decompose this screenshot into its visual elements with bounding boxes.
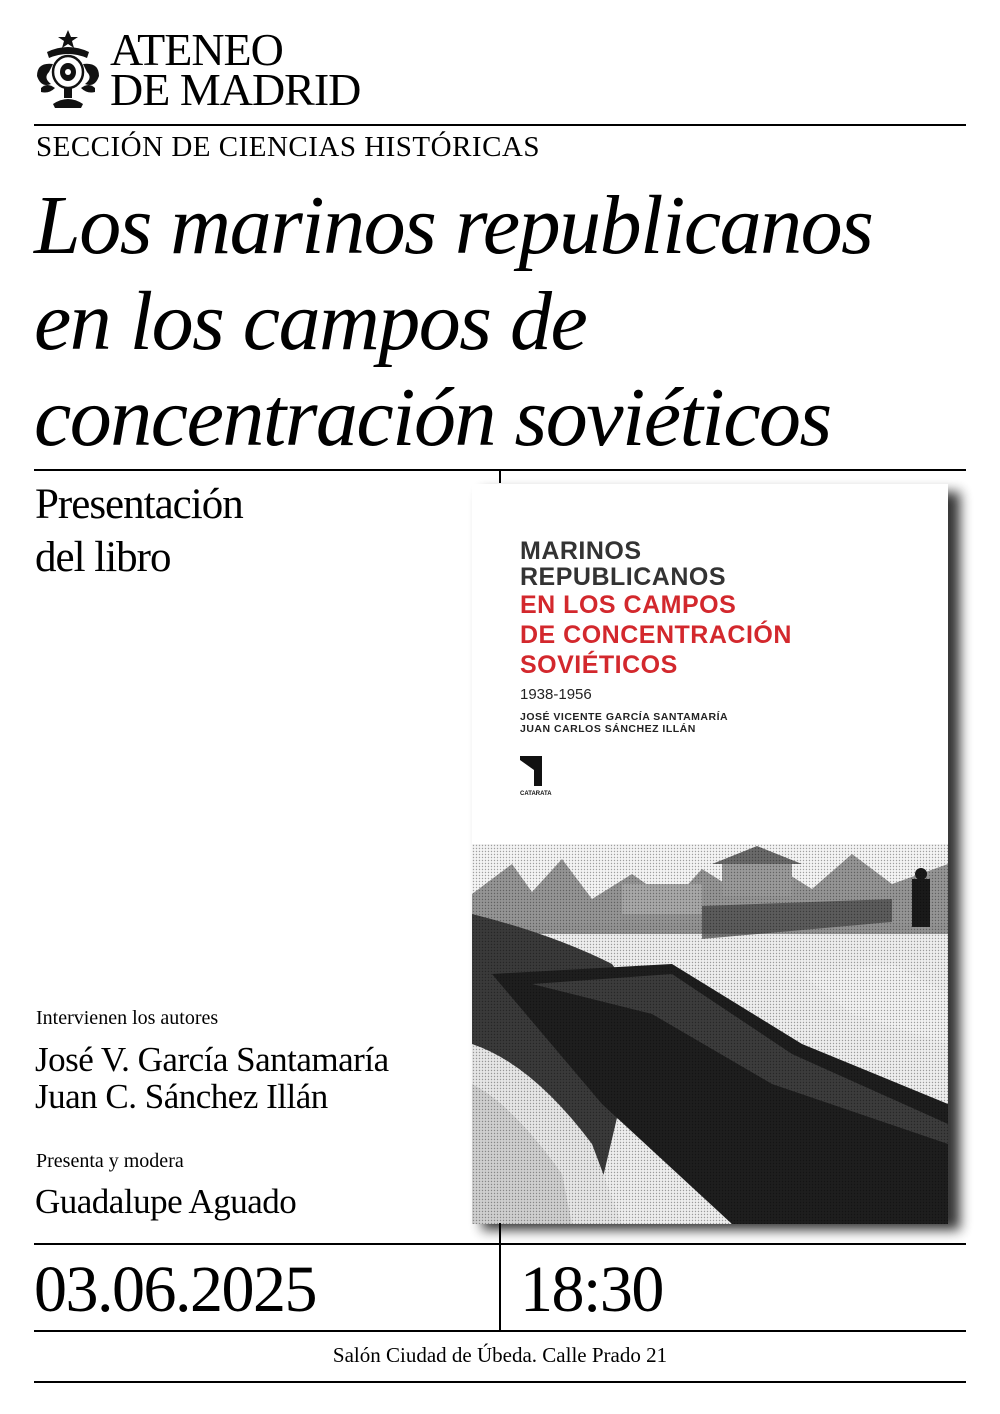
org-name-line1: ATENEO [110, 24, 283, 75]
event-venue: Salón Ciudad de Úbeda. Calle Prado 21 [332, 1343, 668, 1367]
publisher-name: CATARATA [520, 791, 552, 797]
moderator-label: Presenta y modera [36, 1150, 184, 1172]
cover-author-1: JOSÉ VICENTE GARCÍA SANTAMARÍA [520, 711, 729, 723]
cover-photo-prisoner-column [472, 844, 948, 1224]
cover-title-red-1: EN LOS CAMPOS [520, 591, 737, 619]
cover-title-dark-1: MARINOS [520, 537, 642, 565]
title-line3: concentración soviéticos [34, 371, 831, 464]
book-cover [472, 484, 948, 1224]
event-title [34, 178, 872, 466]
title-line1: Los marinos republicanos [34, 179, 873, 272]
event-type-line1: Presentación [35, 481, 243, 528]
cover-title-red-3: SOVIÉTICOS [520, 651, 678, 679]
event-type [35, 478, 243, 584]
divider [34, 1381, 966, 1383]
event-time: 18:30 [520, 1253, 663, 1326]
author-name-2: Juan C. Sánchez Illán [35, 1077, 328, 1116]
event-date: 03.06.2025 [34, 1253, 316, 1326]
divider [34, 1330, 966, 1332]
cover-title-red-2: DE CONCENTRACIÓN [520, 621, 792, 649]
ateneo-crest-logo [33, 28, 103, 110]
cover-title-block [520, 538, 792, 735]
divider [499, 1223, 501, 1330]
publisher-logo [520, 756, 564, 797]
divider [499, 469, 501, 483]
event-type-line2: del libro [35, 534, 171, 581]
cover-title-dark-2: REPUBLICANOS [520, 563, 727, 591]
divider [34, 124, 966, 126]
org-name-line2: DE MADRID [110, 64, 361, 115]
catarata-icon [520, 756, 542, 786]
organization-name [110, 24, 361, 115]
cover-author-2: JUAN CARLOS SÁNCHEZ ILLÁN [520, 723, 696, 735]
cover-years: 1938-1956 [520, 686, 592, 703]
cover-authors [520, 711, 792, 735]
author-name-1: José V. García Santamaría [35, 1040, 389, 1079]
authors-label: Intervienen los autores [36, 1007, 219, 1029]
section-name: SECCIÓN DE CIENCIAS HISTÓRICAS [36, 131, 541, 163]
title-line2: en los campos de [34, 275, 587, 368]
moderator-name: Guadalupe Aguado [35, 1182, 297, 1221]
